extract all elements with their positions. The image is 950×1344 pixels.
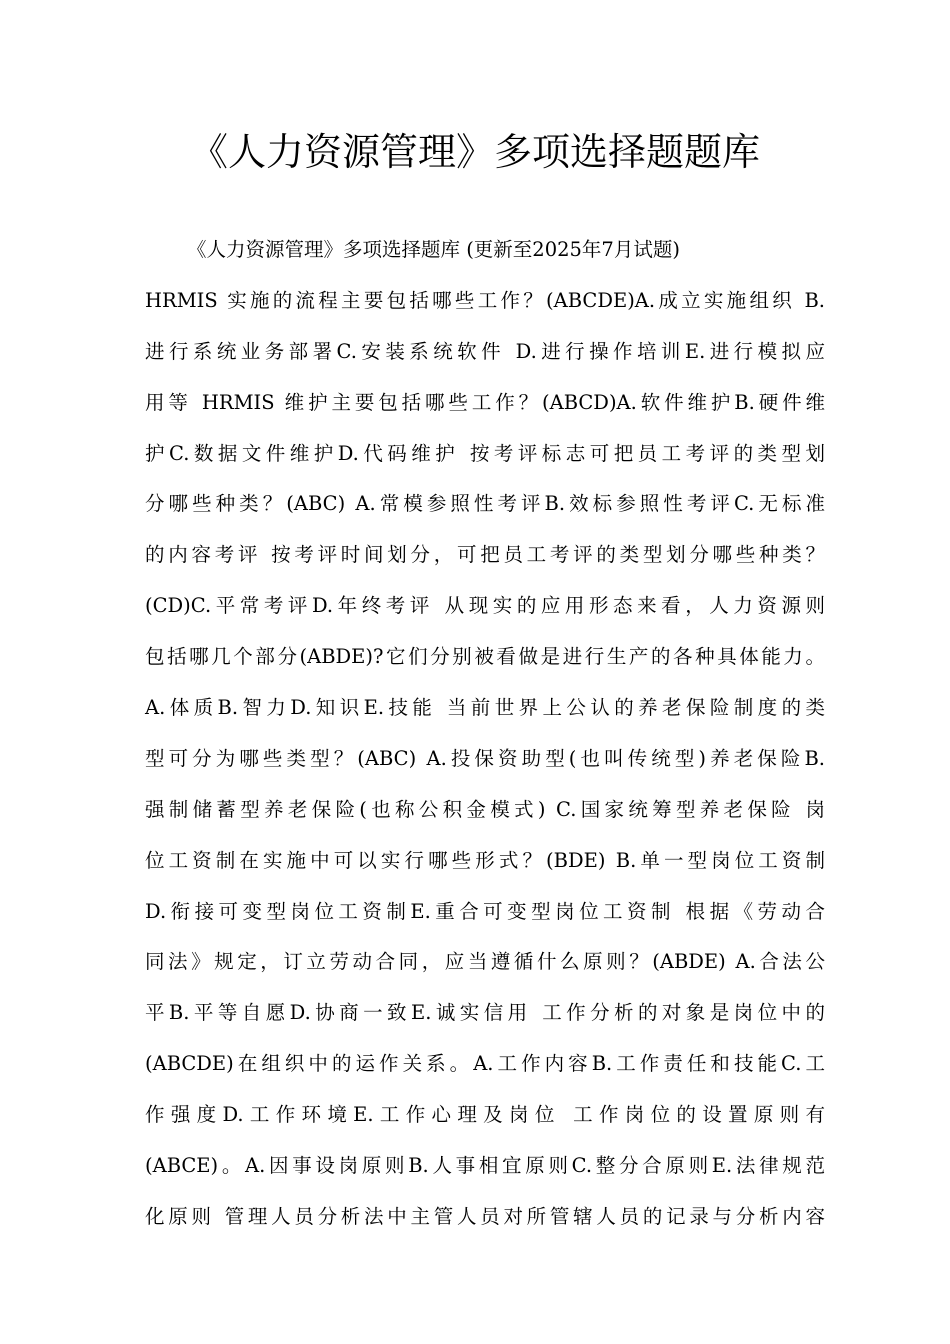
body-text-line: 化原则 管理人员分析法中主管人员对所管辖人员的记录与分析内容	[145, 1204, 825, 1228]
body-text-line: 的内容考评 按考评时间划分，可把员工考评的类型划分哪些种类？	[145, 543, 825, 567]
body-text-line: A.体质B.智力D.知识E.技能 当前世界上公认的养老保险制度的类	[145, 696, 825, 720]
body-text-line: (CD)C.平常考评D.年终考评 从现实的应用形态来看，人力资源则	[145, 594, 825, 618]
body-text-line: 包括哪几个部分(ABDE)?它们分别被看做是进行生产的各种具体能力。	[145, 645, 825, 669]
body-text-line: (ABCDE)在组织中的运作关系。A.工作内容B.工作责任和技能C.工	[145, 1052, 825, 1076]
document-body	[145, 232, 825, 1250]
body-text-line: 位工资制在实施中可以实行哪些形式？(BDE) B.单一型岗位工资制	[145, 848, 825, 872]
body-text-line: 《人力资源管理》多项选择题库 (更新至2025年7月试题)	[187, 238, 680, 261]
body-text-line: 护C.数据文件维护D.代码维护 按考评标志可把员工考评的类型划	[145, 441, 825, 465]
body-text-line: 分哪些种类？(ABC) A.常模参照性考评B.效标参照性考评C.无标准	[145, 492, 825, 516]
body-text-line: 作强度D.工作环境E.工作心理及岗位 工作岗位的设置原则有	[145, 1103, 825, 1127]
body-text-line: 强制储蓄型养老保险(也称公积金模式) C.国家统筹型养老保险 岗	[145, 797, 825, 821]
body-text-line: 同法》规定，订立劳动合同，应当遵循什么原则？(ABDE) A.合法公	[145, 950, 825, 974]
body-text-line: D.衔接可变型岗位工资制E.重合可变型岗位工资制 根据《劳动合	[145, 899, 825, 923]
body-text-line: HRMIS 实施的流程主要包括哪些工作？(ABCDE)A.成立实施组织 B.	[145, 288, 825, 312]
body-text-line: (ABCE)。A.因事设岗原则B.人事相宜原则C.整分合原则E.法律规范	[145, 1154, 825, 1178]
document-title: 《人力资源管理》多项选择题题库	[189, 130, 760, 174]
body-text-line: 进行系统业务部署C.安装系统软件 D.进行操作培训E.进行模拟应	[145, 339, 825, 363]
body-text-line: 用等 HRMIS 维护主要包括哪些工作？(ABCD)A.软件维护B.硬件维	[145, 390, 825, 414]
body-text-line: 平B.平等自愿D.协商一致E.诚实信用 工作分析的对象是岗位中的	[145, 1001, 825, 1025]
body-text-line: 型可分为哪些类型？(ABC) A.投保资助型(也叫传统型)养老保险B.	[145, 746, 825, 770]
